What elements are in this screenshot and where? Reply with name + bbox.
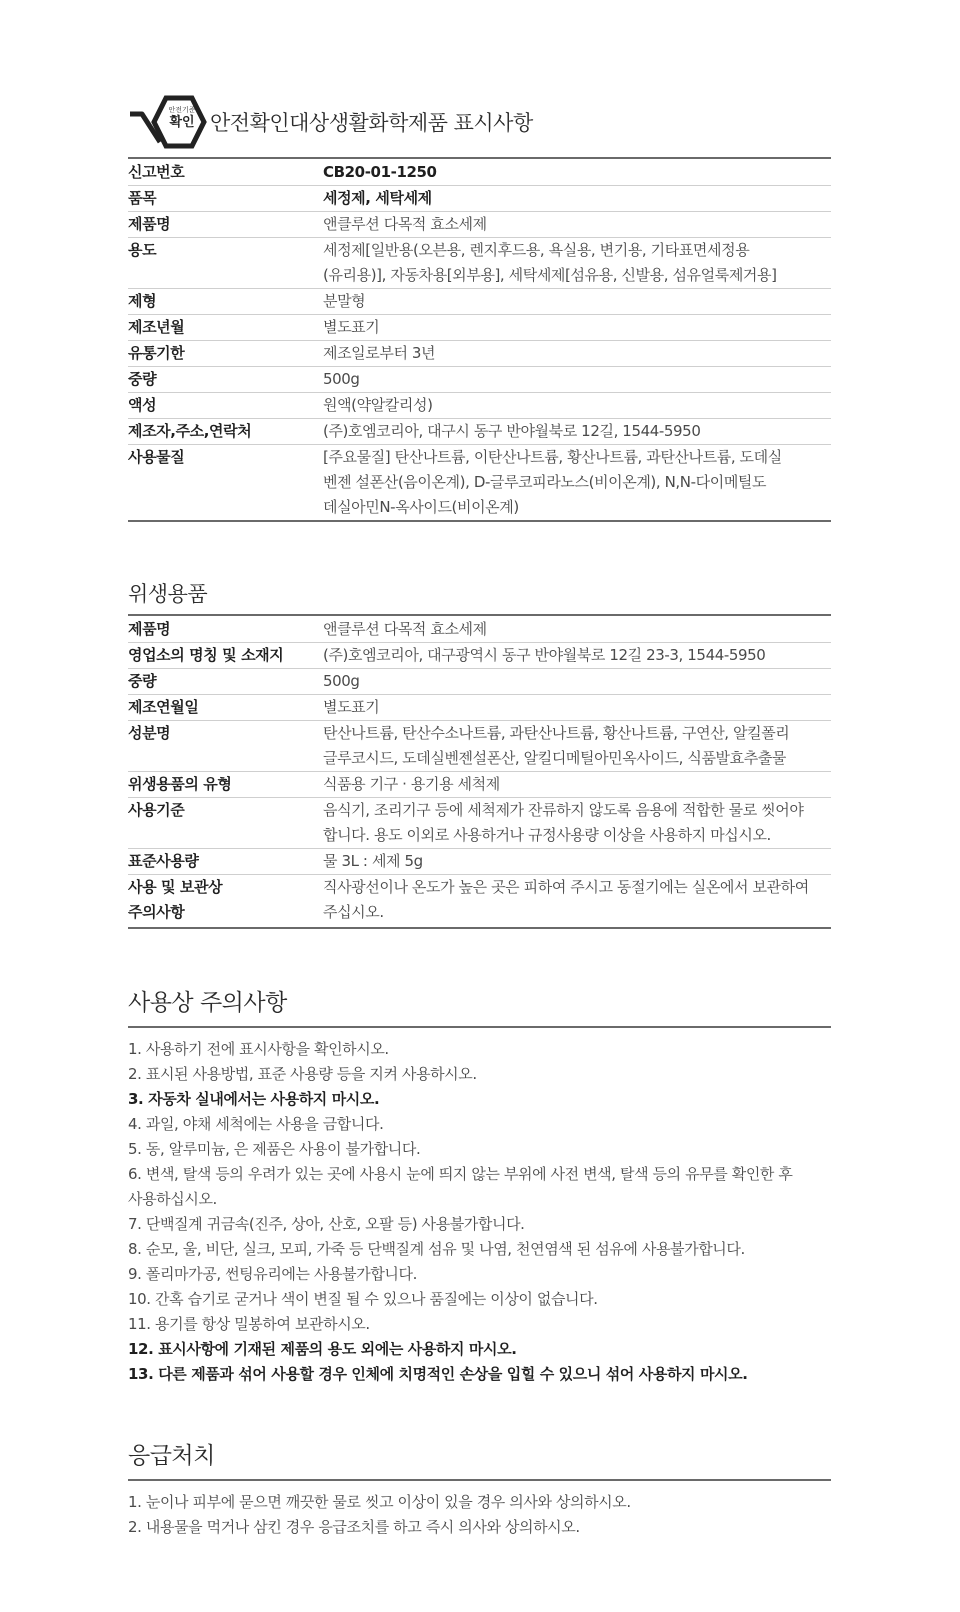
row-key: 영업소의 명칭 및 소재지	[128, 646, 284, 664]
row-key: 사용물질	[128, 448, 185, 466]
row-value-line: [주요물질] 탄산나트륨, 이탄산나트륨, 황산나트륨, 과탄산나트륨, 도데실	[323, 448, 782, 466]
list-item: 12. 표시사항에 기재된 제품의 용도 외에는 사용하지 마시오.	[128, 1340, 517, 1358]
row-value-line: 탄산나트륨, 탄산수소나트륨, 과탄산나트륨, 황산나트륨, 구연산, 알킬폴리	[323, 724, 790, 742]
row-key: 중량	[128, 672, 157, 690]
header	[128, 92, 533, 152]
list-item: 6. 변색, 탈색 등의 우려가 있는 곳에 사용시 눈에 띄지 않는 부위에 사전 변색, 탈색 등의 유무를 확인한 후	[128, 1165, 793, 1183]
list-item: 4. 과일, 야채 세척에는 사용을 금합니다.	[128, 1115, 384, 1133]
row-value: 별도표기	[323, 698, 380, 716]
row-key: 중량	[128, 370, 157, 388]
list-item: 8. 순모, 울, 비단, 실크, 모피, 가죽 등 단백질계 섬유 및 나염, 천연염색 된 섬유에 사용불가합니다.	[128, 1240, 745, 1258]
page-title: 안전확인대상생활화학제품 표시사항	[210, 111, 533, 135]
table-row	[128, 875, 831, 926]
row-value: 물 3L : 세제 5g	[323, 852, 423, 870]
list-item: 2. 내용물을 먹거나 삼킨 경우 응급조치를 하고 즉시 의사와 상의하시오.	[128, 1518, 580, 1536]
row-value-line: (유리용)], 자동차용[외부용], 세탁세제[섬유용, 신발용, 섬유얼룩제거용]	[323, 266, 777, 284]
row-key: 용도	[128, 241, 157, 259]
list-item: 1. 사용하기 전에 표시사항을 확인하시오.	[128, 1040, 389, 1058]
row-value: 500g	[323, 370, 360, 388]
table-row	[128, 669, 831, 695]
row-key	[128, 875, 323, 926]
row-value-line: 데실아민N-옥사이드(비이온계)	[323, 498, 519, 516]
row-key: 제품명	[128, 215, 171, 233]
list-item: 1. 눈이나 피부에 묻으면 깨끗한 물로 씻고 이상이 있을 경우 의사와 상의하시오.	[128, 1493, 631, 1511]
row-key: 성분명	[128, 724, 171, 742]
row-key-line: 주의사항	[128, 903, 185, 921]
row-value-line: 음식기, 조리기구 등에 세척제가 잔류하지 않도록 음용에 적합한 물로 씻어야	[323, 801, 804, 819]
row-value: 원액(약알칼리성)	[323, 396, 433, 414]
row-value	[323, 445, 831, 521]
list-item: 9. 폴리마가공, 썬팅유리에는 사용불가합니다.	[128, 1265, 417, 1283]
cautions-rule	[128, 1026, 831, 1028]
first-aid-list	[128, 1490, 831, 1540]
row-key: 표준사용량	[128, 852, 199, 870]
row-key: 제품명	[128, 620, 171, 638]
table-row	[128, 289, 831, 315]
table-row	[128, 238, 831, 289]
row-key-line: 사용 및 보관상	[128, 878, 223, 896]
row-key: 유통기한	[128, 344, 185, 362]
table-bottom-rule	[128, 520, 831, 522]
list-item: 11. 용기를 항상 밀봉하여 보관하시오.	[128, 1315, 370, 1333]
row-value: CB20-01-1250	[323, 163, 437, 181]
table-row	[128, 643, 831, 669]
row-value: 분말형	[323, 292, 366, 310]
row-value-line: 벤젠 설폰산(음이온계), D-글루코피라노스(비이온계), N,N-다이메틸도	[323, 473, 767, 491]
hygiene-top-rule	[128, 614, 831, 616]
table-top-rule	[128, 157, 831, 159]
hygiene-bottom-rule	[128, 927, 831, 929]
safety-check-seal-icon	[128, 92, 208, 152]
row-key: 위생용품의 유형	[128, 775, 232, 793]
row-value-line: 합니다. 용도 이외로 사용하거나 규정사용량 이상을 사용하지 마십시오.	[323, 826, 771, 844]
table-row	[128, 315, 831, 341]
row-key: 신고번호	[128, 163, 185, 181]
row-value: 제조일로부터 3년	[323, 344, 436, 362]
list-item: 7. 단백질계 귀금속(진주, 상아, 산호, 오팔 등) 사용불가합니다.	[128, 1215, 525, 1233]
table-row	[128, 186, 831, 212]
row-value: 별도표기	[323, 318, 380, 336]
row-value: 식품용 기구 · 용기용 세척제	[323, 775, 500, 793]
row-value	[323, 238, 831, 289]
list-item: 10. 간혹 습기로 굳거나 색이 변질 될 수 있으나 품질에는 이상이 없습니다.	[128, 1290, 598, 1308]
table-row	[128, 798, 831, 849]
row-key: 제조연월일	[128, 698, 199, 716]
table-row	[128, 849, 831, 875]
table-row	[128, 212, 831, 238]
cautions-title: 사용상 주의사항	[128, 990, 287, 1016]
row-value: 앤클루션 다목적 효소세제	[323, 620, 487, 638]
hygiene-title: 위생용품	[128, 582, 208, 606]
row-value: 세정제, 세탁세제	[323, 189, 432, 207]
row-value	[323, 721, 831, 772]
table-row	[128, 721, 831, 772]
table-row	[128, 160, 831, 186]
row-key: 사용기준	[128, 801, 185, 819]
row-key: 제조년월	[128, 318, 185, 336]
row-value-line: 세정제[일반용(오븐용, 렌지후드용, 욕실용, 변기용, 기타표면세정용	[323, 241, 750, 259]
row-value: (주)호엠코리아, 대구시 동구 반야월북로 12길, 1544-5950	[323, 422, 701, 440]
row-value	[323, 875, 831, 926]
row-value: (주)호엠코리아, 대구광역시 동구 반야월북로 12길 23-3, 1544-5950	[323, 646, 766, 664]
row-value-line: 글루코시드, 도데실벤젠설폰산, 알킬디메틸아민옥사이드, 식품발효추출물	[323, 749, 787, 767]
row-key: 액성	[128, 396, 157, 414]
table-row	[128, 341, 831, 367]
safety-info-table	[128, 160, 831, 520]
list-item: 사용하십시오.	[128, 1190, 217, 1208]
cautions-list	[128, 1037, 831, 1387]
first-aid-rule	[128, 1479, 831, 1481]
table-row	[128, 367, 831, 393]
table-row	[128, 419, 831, 445]
list-item: 2. 표시된 사용방법, 표준 사용량 등을 지켜 사용하시오.	[128, 1065, 477, 1083]
row-key: 품목	[128, 189, 157, 207]
row-key: 제조자,주소,연락처	[128, 422, 252, 440]
table-row	[128, 772, 831, 798]
seal-small-text: 안전기준	[168, 106, 196, 114]
hygiene-table	[128, 617, 831, 925]
row-value: 앤클루션 다목적 효소세제	[323, 215, 487, 233]
list-item: 3. 자동차 실내에서는 사용하지 마시오.	[128, 1090, 380, 1108]
row-value	[323, 798, 831, 849]
first-aid-title: 응급처치	[128, 1443, 215, 1469]
table-row	[128, 393, 831, 419]
list-item: 5. 동, 알루미늄, 은 제품은 사용이 불가합니다.	[128, 1140, 421, 1158]
table-row	[128, 617, 831, 643]
seal-big-text: 확인	[169, 115, 195, 130]
table-row	[128, 445, 831, 521]
row-value-line: 직사광선이나 온도가 높은 곳은 피하여 주시고 동절기에는 실온에서 보관하여	[323, 878, 809, 896]
list-item: 13. 다른 제품과 섞어 사용할 경우 인체에 치명적인 손상을 입힐 수 있으니 섞어 사용하지 마시오.	[128, 1365, 748, 1383]
row-value: 500g	[323, 672, 360, 690]
table-row	[128, 695, 831, 721]
row-key: 제형	[128, 292, 157, 310]
row-value-line: 주십시오.	[323, 903, 384, 921]
